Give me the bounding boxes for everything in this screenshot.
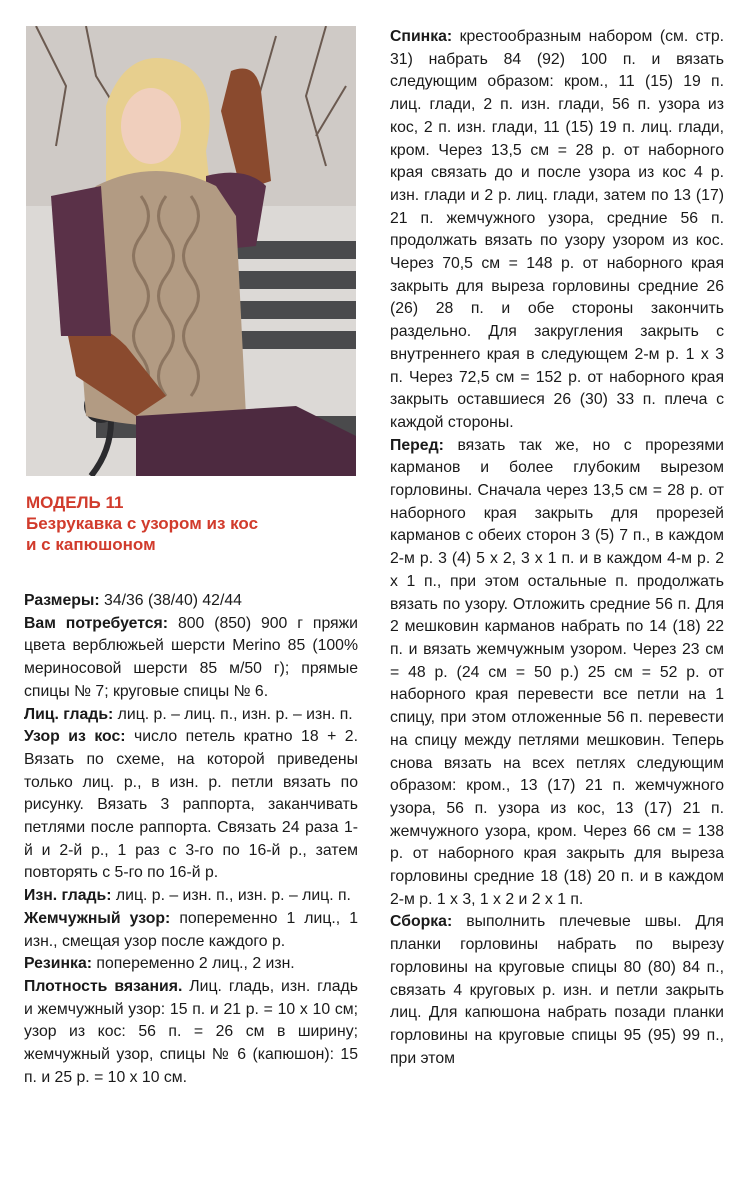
left-instructions bbox=[24, 590, 358, 1089]
para-back: Спинка: крестообразным набором (см. стр. 31) набрать 84 (92) 100 п. и вязать следующим образом: кром., 11 (15) 19 п. лиц. глади, 2 п. изн. глади, 56 п. узора из кос, 2 п. изн. глади, 11 (15) 19 п. лиц. глади, кром. Через 13,5 см = 28 р. от наборного края связать до и после узора из кос 4 р. изн. глади и 2 р. лиц. глади, затем по 13 (17) 21 п. жемчужного узора, средние 56 п. продолжать вязать по узору узором из кос. Через 70,5 см = 148 р. от наборного края закрыть для выреза горловины средние 26 (26) 28 п. и обе стороны закончить раздельно. Для закругления закрыть с внутреннего края в следующем 2-м р. 1 х 3 п. Через 72,5 см = 152 р. от наборного края закрыть оставшиеся 26 (30) 33 п. плеча с каждой стороны. bbox=[390, 28, 724, 431]
para-front: Перед: вязать так же, но с прорезями карманов и более глубоким вырезом горловины. Сначала через 13,5 см = 28 р. от наборного края закрыть для прорезей карманов с обеих сторон 3 (5) 7 п., в каждом 2-м р. 3 (4) 5 х 2, 3 х 1 п. и в каждом 4-м р. 2 х 1 п., при этом остальные п. продолжать вязать по узору. Отложить средние 56 п. Для 2 мешковин карманов набрать по 14 (18) 22 п. и вязать жемчужным узором. Через 23 см = 48 р. (24 см = 50 р.) 25 см = 52 р. от наборного края перевести все петли на 1 спицу, при этом отложенные 56 п. перевести на спицу между петлями мешковин. Теперь снова вязать на всех петлях следующим образом: кром., 13 (17) 21 п. жемчужного узора, 56 п. узора из кос, 13 (17) 21 п. жемчужного узора, кром. Через 66 см = 138 р. от наборного края закрыть для выреза горловины средние 18 (18) 20 п. и в каждом 2-м р. 1 х 3, 1 х 2 и 2 х 1 п. bbox=[390, 436, 724, 908]
para-reverse-stockinette: Изн. гладь: лиц. р. – изн. п., изн. р. – лиц. п. bbox=[24, 887, 351, 905]
model-photo bbox=[26, 26, 356, 476]
para-stockinette: Лиц. гладь: лиц. р. – лиц. п., изн. р. – изн. п. bbox=[24, 705, 353, 723]
para-sizes: Размеры: 34/36 (38/40) 42/44 bbox=[24, 592, 242, 609]
para-materials: Вам потребуется: 800 (850) 900 г пряжи цвета верблюжьей шерсти Merino 85 (100% мериносовой шерсти 85 м/50 г); прямые спицы № 7; круговые спицы № 6. bbox=[24, 614, 359, 700]
model-subtitle-line1: Безрукавка с узором из кос bbox=[26, 514, 259, 533]
para-rib: Резинка: попеременно 2 лиц., 2 изн. bbox=[24, 955, 295, 973]
para-seed-stitch: Жемчужный узор: попеременно 1 лиц., 1 изн., смещая узор после каждого р. bbox=[24, 909, 359, 950]
right-instructions bbox=[390, 26, 724, 1070]
model-heading bbox=[26, 492, 366, 555]
para-gauge: Плотность вязания. Лиц. гладь, изн. гладь и жемчужный узор: 15 п. и 21 р. = 10 x 10 см; узор из кос: 56 п. = 26 см в ширину; жемчужный узор, спицы № 6 (капюшон): 15 п. и 25 р. = 10 x 10 см. bbox=[24, 977, 359, 1086]
para-assembly: Сборка: выполнить плечевые швы. Для планки горловины набрать по вырезу горловины на круговые спицы 80 (80) 84 п., связать 4 круговых р. изн. и петли закрыть лиц. Для капюшона набрать позади планки горловины на круговые спицы 95 (95) 99 п., при этом bbox=[390, 913, 724, 1067]
model-subtitle-line2: и с капюшоном bbox=[26, 535, 156, 554]
para-cable-pattern: Узор из кос: число петель кратно 18 + 2. Вязать по схеме, на которой приведены только лиц. р., в изн. р. петли вязать по рисунку. Вязать 3 раппорта, заканчивать петлями после раппорта. Связать 24 раза 1-й и 2-й р., 1 раз с 3-го по 16-й р., затем повторять с 5-го по 16-й р. bbox=[24, 728, 358, 882]
model-title: МОДЕЛЬ 11 bbox=[26, 493, 124, 512]
